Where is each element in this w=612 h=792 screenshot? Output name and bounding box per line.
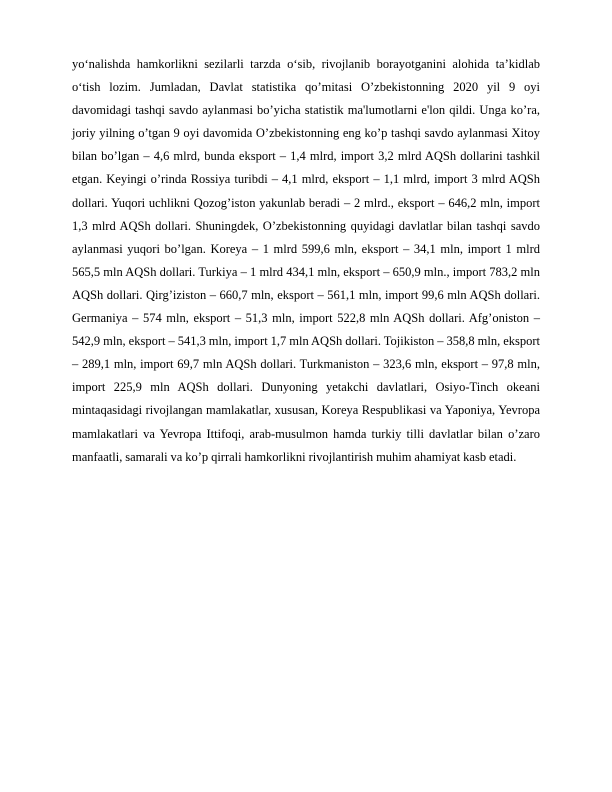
body-paragraph: yo‘nalishda hamkorlikni sezilarli tarzda o‘sib, rivojlanib borayotganini alohida ta’kidlab o‘tish lozim. Jumladan, Davlat statistika qo’mitasi O’zbekistonning 2020 yil 9 oyi davomidagi tashqi savdo aylanmasi bo’yicha statistik ma'lumotlarni e'lon qildi. Unga ko’ra, joriy yilning o’tgan 9 oyi davomida O’zbekistonning eng ko’p tashqi savdo aylanmasi Xitoy bilan bo’lgan – 4,6 mlrd, bunda eksport – 1,4 mlrd, import 3,2 mlrd AQSh dollarini tashkil etgan. Keyingi o’rinda Rossiya turibdi – 4,1 mlrd, eksport – 1,1 mlrd, import 3 mlrd AQSh dollari. Yuqori uchlikni Qozog’iston yakunlab beradi – 2 mlrd., eksport – 646,2 mln, import 1,3 mlrd AQSh dollari. Shuningdek, O’zbekistonning quyidagi davlatlar bilan tashqi savdo aylanmasi yuqori bo’lgan. Koreya – 1 mlrd 599,6 mln, eksport – 34,1 mln, import 1 mlrd 565,5 mln AQSh dollari. Turkiya – 1 mlrd 434,1 mln, eksport – 650,9 mln., import 783,2 mln AQSh dollari. Qirg’iziston – 660,7 mln, eksport – 561,1 mln, import 99,6 mln AQSh dollari. Germaniya – 574 mln, eksport – 51,3 mln, import 522,8 mln AQSh dollari. Afg’oniston – 542,9 mln, eksport – 541,3 mln, import 1,7 mln AQSh dollari. Tojikiston – 358,8 mln, eksport – 289,1 mln, import 69,7 mln AQSh dollari. Turkmaniston – 323,6 mln, eksport – 97,8 mln, import 225,9 mln AQSh dollari. Dunyoning yetakchi davlatlari, Osiyo-Tinch okeani mintaqasidagi rivojlangan mamlakatlar, xususan, Koreya Respublikasi va Yaponiya, Yevropa mamlakatlari va Yevropa Ittifoqi, arab-musulmon hamda turkiy tilli davlatlar bilan o’zaro manfaatli, samarali va ko’p qirrali hamkorlikni rivojlantirish muhim ahamiyat kasb etadi.: [72, 57, 540, 464]
